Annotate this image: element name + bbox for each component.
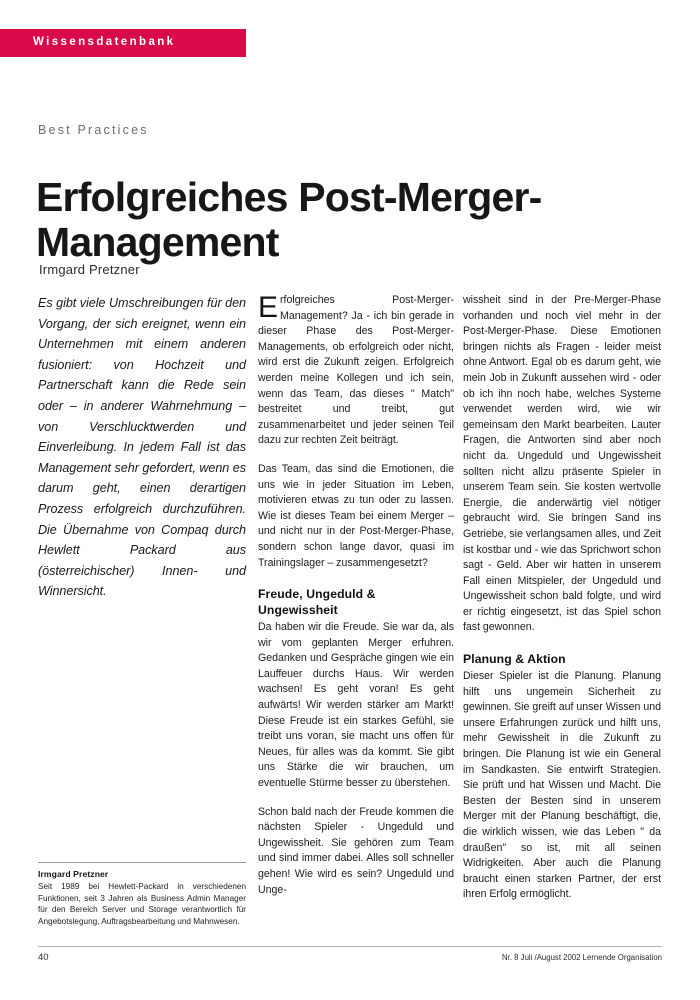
body-paragraph: Schon bald nach der Freude kommen die nächsten Spieler - Ungeduld und Ungewissheit. Sie gehören zum Team und sind immer dabei. Alles soll schneller gehen! Wie wird es sein? Ungeduld und Unge- — [258, 805, 454, 896]
body-paragraph-text: rfolgreiches Post-Merger-Management? Ja - ich bin gerade in dieser Phase des Post-Merger-Managements, ob erfolgreich oder nicht, wird erst die Zukunft zeigen. Erfolgreich werden meine Kollegen und ich sein, wenn das Team, das dieses " Match" bestreitet und treibt, gut zusammenarbeitet und jeder seinen Teil dazu zur rechten Zeit beiträgt. — [258, 294, 454, 447]
author-bio-box — [38, 862, 246, 927]
lead-paragraph: Es gibt viele Umschreibungen für den Vorgang, der sich ereignet, wenn ein Unternehmen mit einem anderen fusioniert: von Hochzeit und Partnerschaft kann die Rede sein oder – in anderer Wahrnehmung – von Verschlucktwerden und Einverleibung. In jedem Fall ist das Management sehr gefordert, wenn es darum geht, einen derartigen Prozess erfolgreich durchzuführen. Die Übernahme von Compaq durch Hewlett Packard aus (österreichischer) Innen- und Winnersicht. — [38, 296, 246, 599]
author-bio-text: Seit 1989 bei Hewlett-Packard in verschiedenen Funktionen, seit 3 Jahren als Business Admin Manager für den Bereich Server und Storage verantwortlich für Angebotslegung, Auftragsbearbeitung und Mahnwesen. — [38, 882, 246, 926]
body-paragraph: wissheit sind in der Pre-Merger-Phase vorhanden und noch viel mehr in der Post-Merger-Phase. Diese Emotionen bringen nichts als Fragen - leider meist ohne Antwort. Egal ob es darum geht, wie mein Job in Zukunft aussehen wird - oder ob ich ihn noch habe, welches Systeme verwendet werden wird, wie wir gemeinsam den Markt bearbeiten. Lauter Fragen, die Antworten sind aber noch nicht da. Ungeduld und Ungewissheit sollten nicht allzu präsente Spieler in unserem Team sein. Sie kosten wertvolle Energie, die anderwärtig viel nötiger gebraucht wird. Sie bringen Sand ins Getriebe, sie verlangsamen alles, und Zeit ist kostbar und - wie das Sprichwort schon sagt - Geld. Aber wir hatten in unserem Fall einen Mitspieler, der Ungeduld und Ungewissheit schon bald folgte, und wird er richtig eingesetzt, ist das Spiel schon fast gewonnen. — [463, 294, 661, 634]
article-byline: Irmgard Pretzner — [39, 262, 140, 277]
column-right — [463, 293, 661, 903]
issue-line: Nr. 8 Juli /August 2002 Lernende Organisation — [502, 953, 662, 962]
article-kicker: Best Practices — [38, 123, 149, 137]
body-paragraph-dropcap — [258, 293, 454, 449]
column-left — [38, 293, 246, 602]
page-number: 40 — [38, 952, 49, 963]
subheading-freude-ungeduld-ungewissheit: Freude, Ungeduld & Ungewissheit — [258, 587, 376, 618]
body-paragraph: Das Team, das sind die Emotionen, die uns wie in jeder Situation im Leben, motivieren etwas zu tun oder zu lassen. Wie ist dieses Team bei einem Merger – und nicht nur in der Post-Merger-Phase, sondern schon lange davor, quasi im Trainingslager – zusammengesetzt? — [258, 462, 454, 569]
section-banner-label: Wissensdatenbank — [33, 36, 176, 48]
drop-cap: E — [258, 291, 279, 324]
subheading-planung-aktion: Planung & Aktion — [463, 652, 566, 667]
author-bio-name: Irmgard Pretzner — [38, 869, 109, 879]
body-paragraph: Da haben wir die Freude. Sie war da, als wir vom geplanten Merger erfuhren. Gedanken und Gespräche gingen wie ein Lauffeuer durchs Haus. Wir werden wachsen! Es geht voran! Es geht aufwärts! Wir werden stärker am Markt! Diese Freude ist ein starkes Gefühl, sie treibt uns voran, sie macht uns offen für Neues, für alles was da kommt. Sie gibt uns Stärke die wir brauchen, um eventuelle Stürme besser zu überstehen. — [258, 621, 454, 790]
footer-divider — [38, 946, 662, 947]
column-middle — [258, 293, 454, 898]
article-headline: Erfolgreiches Post-Merger-Management — [36, 174, 542, 266]
body-paragraph: Dieser Spieler ist die Planung. Planung hilft uns ungemein Sicherheit zu gewinnen. Sie greift auf unser Wissen und unsere Erfahrungen zurück und hilft uns, mehr Gewissheit in die Zukunft zu bringen. Die Planung ist wie ein General im Sandkasten. Sie entwirft Strategien. Sie prüft und hat Wissen und Macht. Die Besten der Besten sind in unserem Merger mit der Planung beschäftigt, die, die wirklich wissen, wie das Leben " da draußen" so ist, mit all seinen Widrigkeiten. Aber auch die Planung braucht einen starken Partner, der erst ihren Erfolg ermöglicht. — [463, 670, 661, 901]
